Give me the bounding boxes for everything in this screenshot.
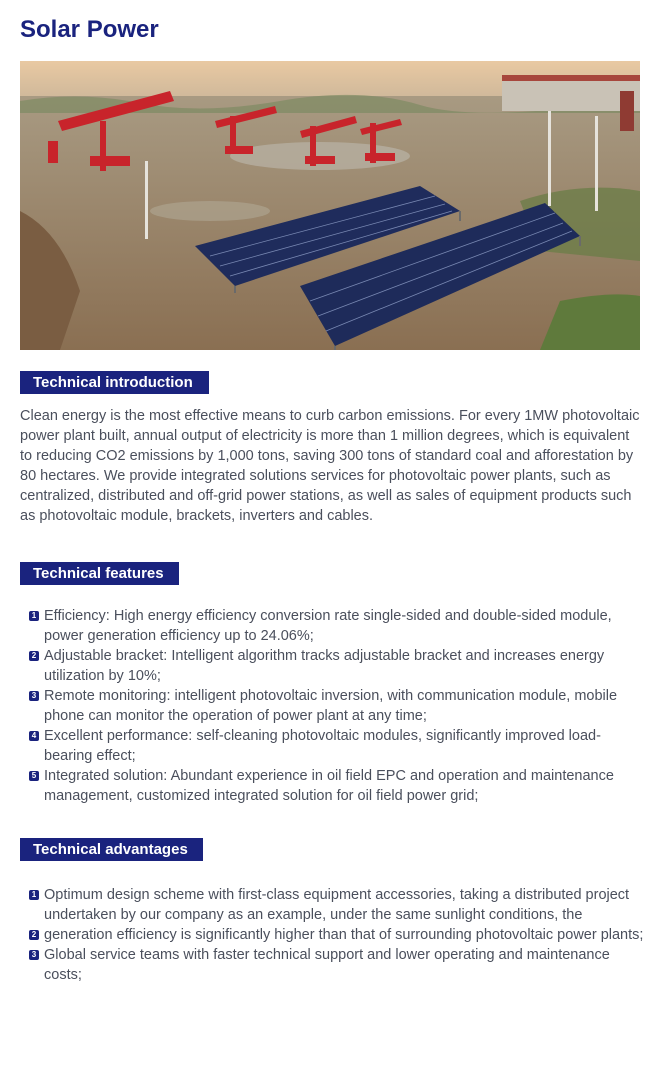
number-badge: 4	[29, 731, 39, 741]
list-item	[20, 945, 645, 985]
list-item	[20, 726, 645, 766]
list-item	[20, 606, 645, 646]
number-badge: 3	[29, 691, 39, 701]
number-badge: 3	[29, 950, 39, 960]
list-item-text: generation efficiency is significantly higher than that of surrounding photovoltaic power plants;	[44, 927, 644, 943]
list-item-text: Integrated solution: Abundant experience in oil field EPC and operation and maintenance management, customized integrated solution for oil field power grid;	[44, 768, 614, 804]
page-title: Solar Power	[20, 16, 159, 43]
list-item-text: Efficiency: High energy efficiency conversion rate single-sided and double-sided module, power generation efficiency up to 24.06%;	[44, 608, 612, 644]
list-item	[20, 925, 645, 945]
list-item-text: Remote monitoring: intelligent photovoltaic inversion, with communication module, mobile phone can monitor the operation of power plant at any time;	[44, 688, 618, 724]
number-badge: 2	[29, 651, 39, 661]
list-item	[20, 885, 645, 925]
number-badge: 1	[29, 890, 39, 900]
list-item	[20, 646, 645, 686]
list-item	[20, 766, 645, 806]
section-heading-introduction: Technical introduction	[20, 371, 209, 394]
section-heading-features: Technical features	[20, 562, 179, 585]
features-list	[20, 606, 645, 806]
number-badge: 2	[29, 930, 39, 940]
list-item-text: Optimum design scheme with first-class equipment accessories, taking a distributed project undertaken by our company as an example, under the same sunlight conditions, the	[44, 887, 630, 923]
list-item-text: Excellent performance: self-cleaning photovoltaic modules, significantly improved load-bearing effect;	[44, 728, 601, 764]
introduction-text: Clean energy is the most effective means to curb carbon emissions. For every 1MW photovoltaic power plant built, annual output of electricity is more than 1 million degrees, which is equivalent to reducing CO2 emissions by 1,000 tons, saving 300 tons of standard coal and afforestation by 80 hectares. We provide integrated solutions services for photovoltaic power plants, such as centralized, distributed and off-grid power stations, as well as sales of equipment products such as photovoltaic module, brackets, inverters and cables.	[20, 408, 640, 524]
list-item	[20, 686, 645, 726]
number-badge: 1	[29, 611, 39, 621]
advantages-list	[20, 885, 645, 985]
list-item-text: Global service teams with faster technical support and lower operating and maintenance costs;	[44, 947, 610, 983]
list-item-text: Adjustable bracket: Intelligent algorithm tracks adjustable bracket and increases energy utilization by 10%;	[44, 648, 605, 684]
number-badge: 5	[29, 771, 39, 781]
hero-image	[20, 61, 640, 350]
section-heading-advantages: Technical advantages	[20, 838, 203, 861]
